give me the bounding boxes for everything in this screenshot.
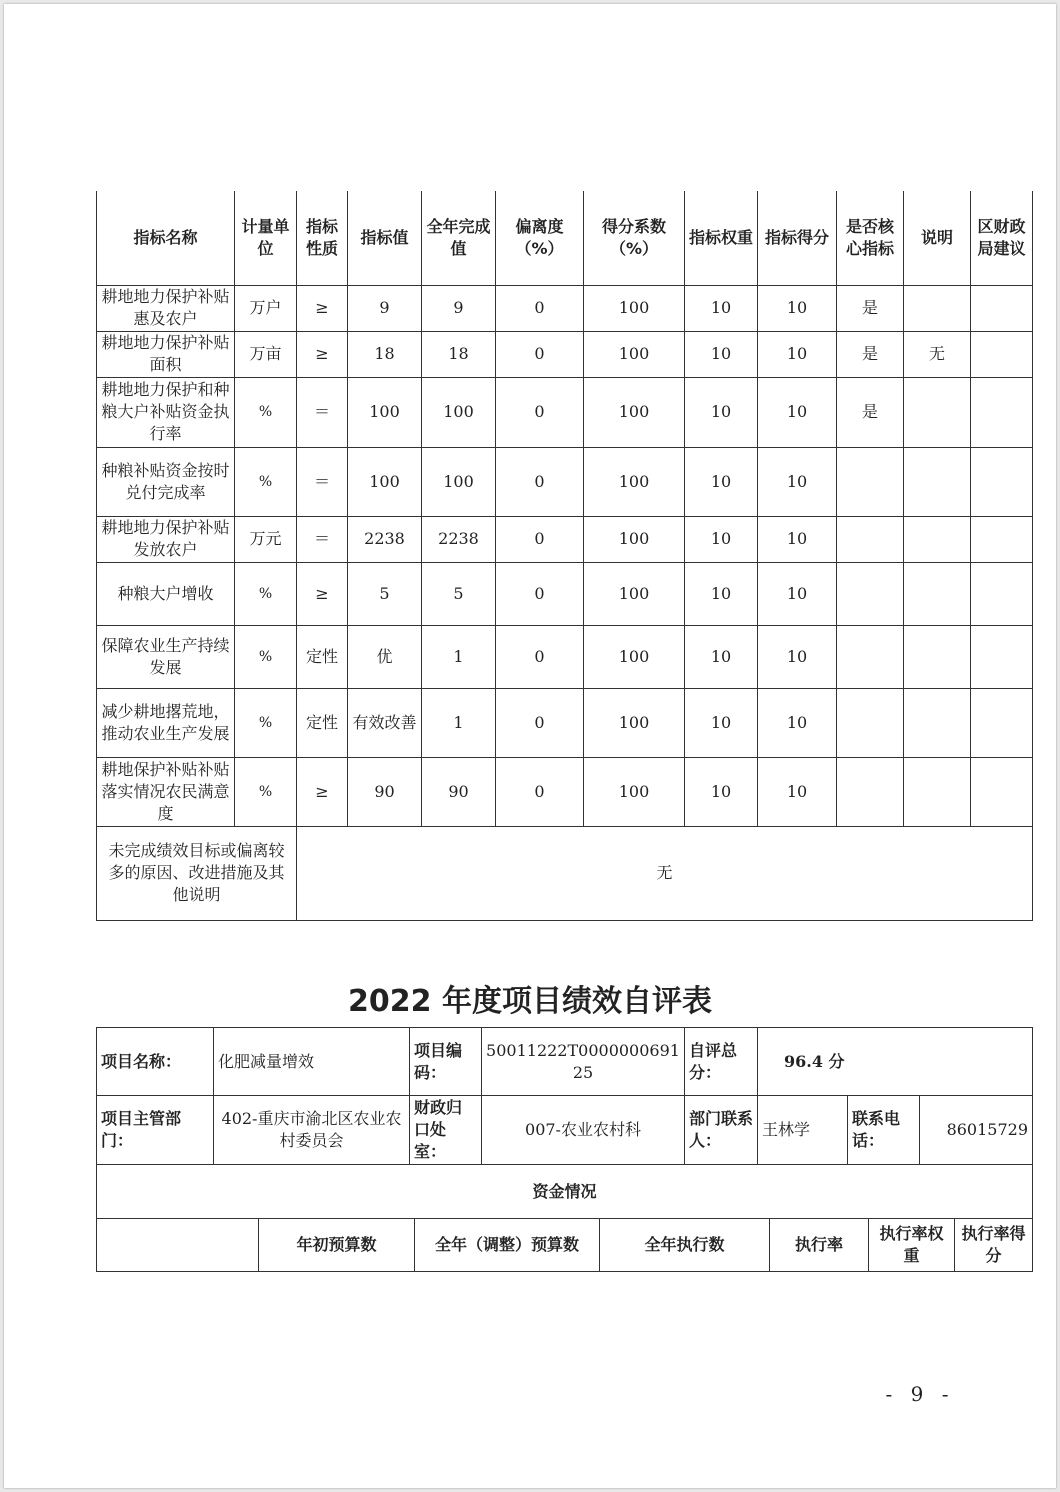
table-row: [97, 625, 1033, 688]
funds-header-cell: 执行率: [770, 1219, 869, 1272]
project-row-2: [97, 1096, 1033, 1165]
page-number: - 9 -: [885, 1382, 955, 1406]
table-row: [97, 285, 1033, 331]
table-cell: [971, 377, 1033, 447]
table-cell: 0: [496, 562, 584, 625]
table-cell: [837, 688, 904, 757]
table-cell: 10: [758, 688, 837, 757]
table-cell: 耕地地力保护补贴面积: [97, 331, 235, 377]
dept-value: 402-重庆市渝北区农业农村委员会: [214, 1096, 410, 1165]
funds-title-row: [97, 1165, 1033, 1219]
funds-header-cell: 全年（调整）预算数: [415, 1219, 600, 1272]
table-cell: 100: [584, 331, 685, 377]
table-cell: ＝: [297, 516, 348, 562]
table-cell: 10: [758, 377, 837, 447]
table-cell: [904, 562, 971, 625]
table-cell: 100: [422, 447, 496, 516]
table-cell: [837, 447, 904, 516]
table-row: [97, 516, 1033, 562]
footer-label: 未完成绩效目标或偏离较多的原因、改进措施及其他说明: [97, 826, 297, 920]
table-cell: [837, 757, 904, 826]
header-cell: 指标权重: [685, 191, 758, 285]
table-cell: 10: [685, 447, 758, 516]
table-cell: 18: [348, 331, 422, 377]
table-cell: 100: [584, 757, 685, 826]
funds-header-cell: 执行率权重: [869, 1219, 955, 1272]
project-row-1: [97, 1028, 1033, 1096]
table-cell: [971, 447, 1033, 516]
funds-header-cell: 执行率得分: [955, 1219, 1033, 1272]
header-cell: 是否核心指标: [837, 191, 904, 285]
table-cell: 优: [348, 625, 422, 688]
table-cell: 定性: [297, 688, 348, 757]
table-cell: 0: [496, 331, 584, 377]
table-cell: [971, 285, 1033, 331]
table-cell: [904, 625, 971, 688]
header-cell: 指标值: [348, 191, 422, 285]
table-cell: 耕地地力保护补贴发放农户: [97, 516, 235, 562]
indicator-body: [97, 285, 1033, 826]
table-cell: 5: [422, 562, 496, 625]
table-cell: 10: [685, 285, 758, 331]
table-cell: ＝: [297, 447, 348, 516]
table-cell: 2238: [348, 516, 422, 562]
table-cell: 9: [348, 285, 422, 331]
table-cell: 10: [685, 377, 758, 447]
table-cell: 1: [422, 688, 496, 757]
table-cell: [837, 625, 904, 688]
table-cell: 是: [837, 285, 904, 331]
table-cell: ≥: [297, 562, 348, 625]
table-cell: 10: [685, 688, 758, 757]
form-title: 2022 年度项目绩效自评表: [348, 984, 712, 1019]
table-cell: 种粮大户增收: [97, 562, 235, 625]
header-cell: 指标得分: [758, 191, 837, 285]
footer-value: 无: [297, 826, 1033, 920]
table-cell: [971, 562, 1033, 625]
funds-title: 资金情况: [97, 1165, 1033, 1219]
table-cell: 0: [496, 516, 584, 562]
table-cell: 10: [685, 331, 758, 377]
document-page: [4, 4, 1056, 1488]
header-cell: 指标名称: [97, 191, 235, 285]
project-info-table: [96, 1027, 1033, 1165]
table-cell: [971, 688, 1033, 757]
table-cell: 10: [685, 562, 758, 625]
funds-header-cell: 全年执行数: [600, 1219, 770, 1272]
table-cell: %: [235, 688, 297, 757]
table-cell: 100: [422, 377, 496, 447]
table-cell: 10: [758, 516, 837, 562]
table-cell: 10: [758, 562, 837, 625]
table-cell: [904, 285, 971, 331]
office-value: 007-农业农村科: [482, 1096, 685, 1165]
table-cell: 减少耕地撂荒地，推动农业生产发展: [97, 688, 235, 757]
funds-header-cell: [97, 1219, 259, 1272]
table-row: [97, 688, 1033, 757]
table-cell: 100: [348, 447, 422, 516]
table-row: [97, 377, 1033, 447]
table-cell: 0: [496, 688, 584, 757]
table-cell: 0: [496, 447, 584, 516]
table-cell: [904, 377, 971, 447]
table-cell: 100: [584, 625, 685, 688]
table-cell: [904, 447, 971, 516]
phone-value: 86015729: [920, 1096, 1033, 1165]
table-cell: 10: [758, 757, 837, 826]
contact-label: 部门联系人：: [685, 1096, 758, 1165]
table-cell: 100: [584, 285, 685, 331]
table-cell: 90: [422, 757, 496, 826]
table-cell: 是: [837, 331, 904, 377]
table-cell: 100: [584, 688, 685, 757]
table-cell: %: [235, 447, 297, 516]
table-cell: 9: [422, 285, 496, 331]
table-cell: 耕地地力保护和种粮大户补贴资金执行率: [97, 377, 235, 447]
indicator-footer-row: [97, 826, 1033, 920]
table-cell: ＝: [297, 377, 348, 447]
contact-value: 王林学: [758, 1096, 848, 1165]
table-cell: 有效改善: [348, 688, 422, 757]
table-cell: %: [235, 757, 297, 826]
table-cell: 0: [496, 285, 584, 331]
header-cell: 指标性质: [297, 191, 348, 285]
project-code-label: 项目编码：: [410, 1028, 482, 1096]
table-cell: 90: [348, 757, 422, 826]
table-cell: 100: [584, 377, 685, 447]
funds-table: [96, 1164, 1033, 1272]
table-cell: [971, 331, 1033, 377]
table-cell: 10: [685, 516, 758, 562]
funds-header-cell: 年初预算数: [259, 1219, 415, 1272]
table-cell: [904, 757, 971, 826]
table-cell: [971, 757, 1033, 826]
table-cell: %: [235, 625, 297, 688]
header-cell: 偏离度（%）: [496, 191, 584, 285]
table-cell: 5: [348, 562, 422, 625]
table-cell: [971, 516, 1033, 562]
table-row: [97, 331, 1033, 377]
table-cell: ≥: [297, 285, 348, 331]
table-cell: 10: [758, 285, 837, 331]
table-row: [97, 447, 1033, 516]
table-cell: 是: [837, 377, 904, 447]
project-code-value: 50011222T000000069125: [482, 1028, 685, 1096]
header-cell: 得分系数（%）: [584, 191, 685, 285]
self-score-label: 自评总分：: [685, 1028, 758, 1096]
table-cell: [837, 516, 904, 562]
table-cell: 10: [685, 757, 758, 826]
table-cell: 0: [496, 377, 584, 447]
table-cell: 保障农业生产持续发展: [97, 625, 235, 688]
table-row: [97, 757, 1033, 826]
table-cell: 10: [758, 625, 837, 688]
header-cell: 全年完成值: [422, 191, 496, 285]
header-cell: 计量单位: [235, 191, 297, 285]
project-name-value: 化肥减量增效: [214, 1028, 410, 1096]
phone-label: 联系电话：: [848, 1096, 920, 1165]
table-cell: 无: [904, 331, 971, 377]
header-cell: 区财政局建议: [971, 191, 1033, 285]
table-cell: 10: [758, 331, 837, 377]
indicator-table: [96, 191, 1033, 921]
table-cell: 种粮补贴资金按时兑付完成率: [97, 447, 235, 516]
table-cell: 耕地地力保护补贴惠及农户: [97, 285, 235, 331]
table-cell: 万亩: [235, 331, 297, 377]
table-cell: 万户: [235, 285, 297, 331]
table-cell: 万元: [235, 516, 297, 562]
self-score-value: 96.4 分: [758, 1028, 1033, 1096]
table-cell: ≥: [297, 757, 348, 826]
table-cell: [904, 688, 971, 757]
table-cell: 定性: [297, 625, 348, 688]
table-cell: 100: [584, 516, 685, 562]
table-cell: ≥: [297, 331, 348, 377]
table-cell: %: [235, 377, 297, 447]
table-cell: 耕地保护补贴补贴落实情况农民满意度: [97, 757, 235, 826]
funds-header-row: [97, 1219, 1033, 1272]
table-row: [97, 562, 1033, 625]
table-cell: 100: [584, 562, 685, 625]
indicator-header-row: [97, 191, 1033, 285]
table-cell: [904, 516, 971, 562]
header-cell: 说明: [904, 191, 971, 285]
table-cell: 100: [584, 447, 685, 516]
table-cell: 100: [348, 377, 422, 447]
table-cell: 0: [496, 625, 584, 688]
table-cell: [837, 562, 904, 625]
table-cell: [971, 625, 1033, 688]
table-cell: 10: [758, 447, 837, 516]
table-cell: %: [235, 562, 297, 625]
table-cell: 10: [685, 625, 758, 688]
project-name-label: 项目名称：: [97, 1028, 214, 1096]
table-cell: 18: [422, 331, 496, 377]
table-cell: 2238: [422, 516, 496, 562]
dept-label: 项目主管部门：: [97, 1096, 214, 1165]
office-label: 财政归口处室：: [410, 1096, 482, 1165]
table-cell: 0: [496, 757, 584, 826]
table-cell: 1: [422, 625, 496, 688]
